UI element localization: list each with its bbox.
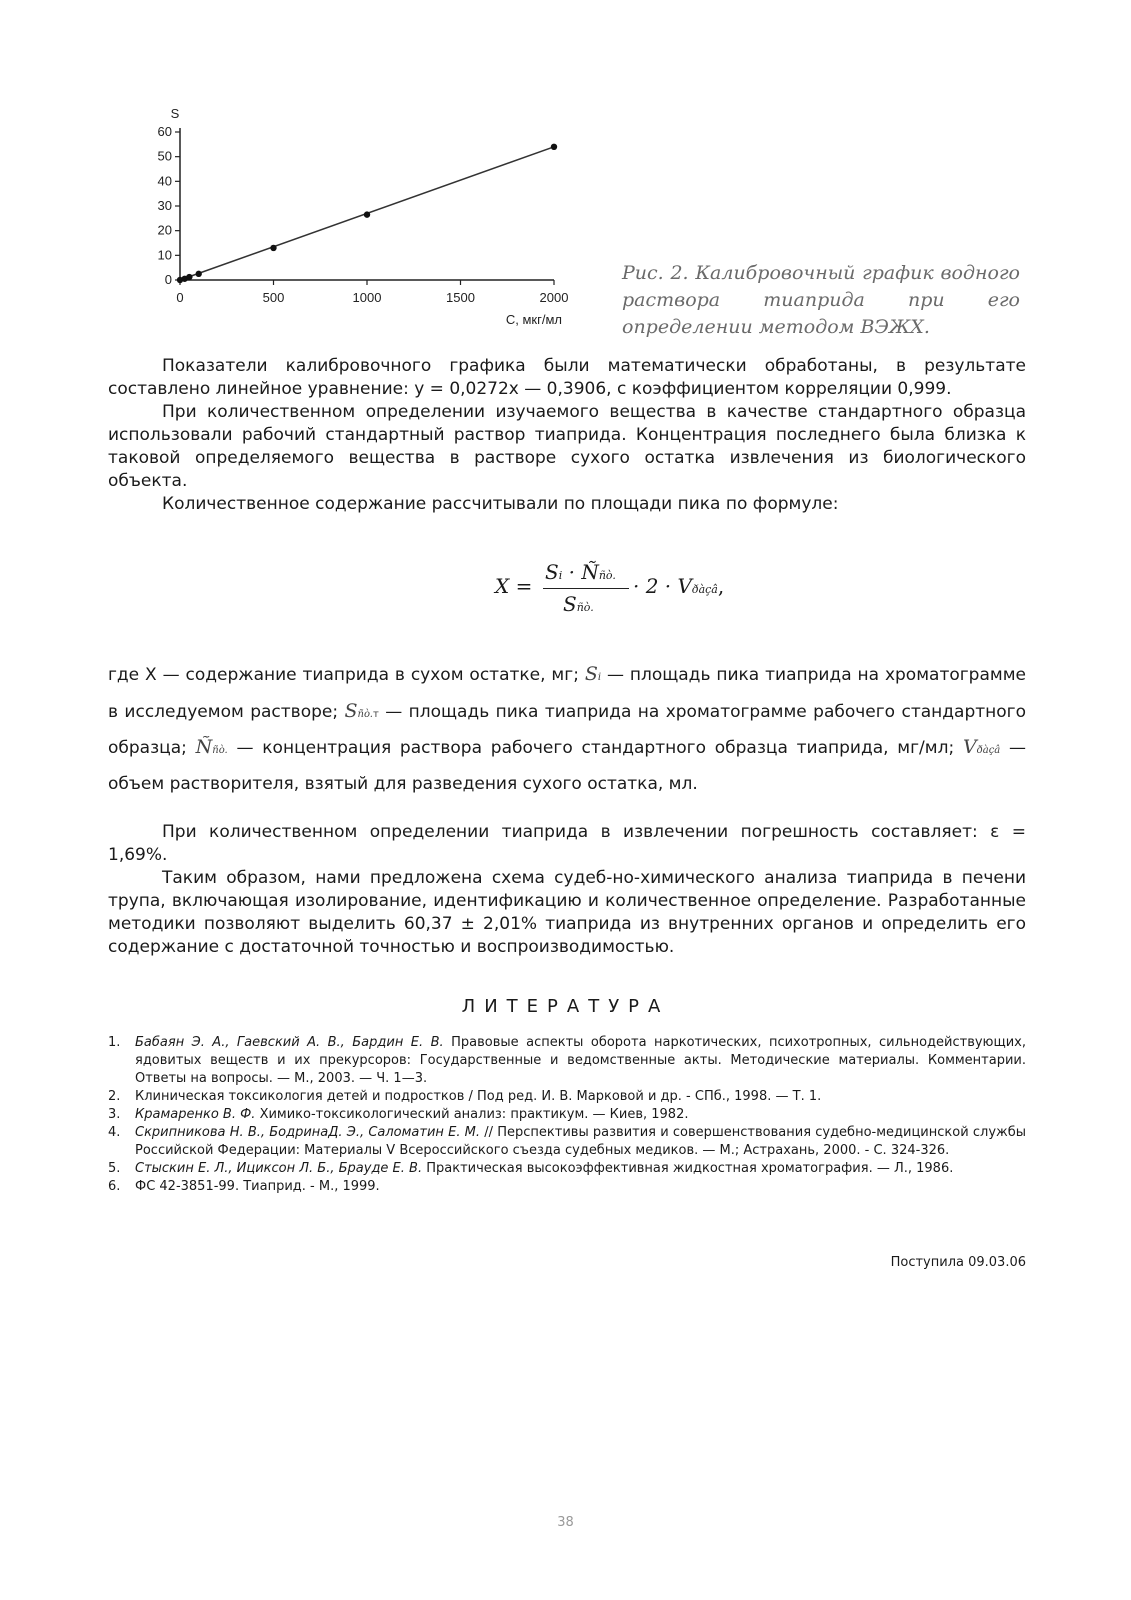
figure-caption [622, 260, 1020, 341]
reference-text: Клиническая токсикология детей и подростков / Под ред. И. В. Марковой и др. - СПб., 1998. — Т. 1. [135, 1089, 822, 1104]
data-point [364, 211, 370, 217]
x-tick-label: 0 [176, 290, 184, 305]
reference-item [108, 1178, 1026, 1196]
body-block-2 [108, 821, 1026, 959]
data-point [186, 274, 192, 280]
y-tick-label: 60 [157, 124, 172, 139]
x-tick-label: 1000 [352, 290, 382, 305]
symbol-s-st: Sñò.т [344, 699, 379, 722]
x-axis-label: C, мкг/мл [505, 312, 562, 327]
symbol-c-st: Ññò. [195, 736, 228, 758]
formula [495, 560, 735, 630]
reference-authors: Бабаян Э. А., Гаевский А. В., Бардин Е. В. [135, 1035, 444, 1050]
y-tick-label: 10 [157, 247, 172, 263]
calibration-chart [130, 100, 590, 335]
reference-authors: Стыскин Е. Л., Ициксон Л. Б., Брауде Е. В. [135, 1161, 423, 1176]
data-point [551, 144, 557, 150]
paragraph-error: При количественном определении тиаприда в извлечении погрешность составляет: ε = 1,69%. [108, 822, 1026, 865]
fraction-bar [543, 588, 629, 589]
y-tick-label: 30 [157, 198, 172, 213]
formula-denominator: Sñò. [563, 592, 594, 616]
where-paragraph: где X — содержание тиаприда в сухом остатке, мг; Si — площадь пика тиаприда на хроматограмме в исследуемом растворе; Sñò.т — площадь пика тиаприда на хроматограмме рабочего стандартного образца; Ññò. — концентрация раствора рабочего стандартного образца тиаприда, мг/мл; Vðàçâ — объем растворителя, взятый для разведения сухого остатка, мл. [108, 663, 1027, 794]
reference-text: ФС 42-3851-99. Тиаприд. - М., 1999. [135, 1179, 380, 1194]
reference-text: Практическая высокоэффективная жидкостная хроматография. — Л., 1986. [426, 1161, 954, 1176]
x-tick-label: 500 [262, 290, 285, 305]
y-axis-label: S [170, 106, 180, 121]
caption-line-1: Рис. 2. Калибровочный график водного [622, 262, 1020, 284]
chart-axes [180, 128, 554, 280]
formula-multiplier: · 2 · Vðàçâ, [633, 574, 725, 598]
data-point [196, 271, 202, 277]
reference-authors: Крамаренко В. Ф. [135, 1107, 256, 1122]
literature-heading: ЛИТЕРАТУРА [461, 996, 670, 1017]
x-axis-ticks [176, 280, 568, 305]
reference-list [108, 1034, 1026, 1196]
reference-number: 2. [108, 1089, 121, 1104]
reference-text: Химико-токсикологический анализ: практикум. — Киев, 1982. [259, 1107, 689, 1122]
caption-line-3: определении методом ВЭЖХ. [622, 316, 930, 338]
data-point [270, 245, 276, 251]
reference-number: 5. [108, 1161, 121, 1176]
x-tick-label: 1500 [446, 290, 475, 305]
paragraph-conclusion: Таким образом, нами предложена схема судеб-но-химического анализа тиаприда в печени трупа, включающая изолирование, идентификацию и количественное определение. Разработанные методики позволяют выделить 60,37 ± 2,01% тиаприда из внутренних органов и определить его содержание с достаточной точностью и воспроизводимостью. [108, 868, 1026, 957]
reference-item [108, 1124, 1026, 1160]
y-tick-label: 40 [157, 173, 172, 189]
y-tick-label: 50 [157, 148, 172, 164]
symbol-v-razv: Vðàçâ [962, 736, 1001, 758]
reference-number: 6. [108, 1179, 121, 1194]
reference-item [108, 1106, 1026, 1124]
paragraph-formula-intro: Количественное содержание рассчитывали по площади пика по формуле: [162, 494, 839, 514]
variable-definitions [108, 658, 1026, 801]
reference-authors: Скрипникова Н. В., БодринаД. Э., Саломатин Е. М. [135, 1125, 481, 1140]
body-block-1 [108, 355, 1026, 516]
reference-item [108, 1088, 1026, 1106]
reference-item [108, 1160, 1026, 1178]
reference-text: Правовые аспекты оборота наркотических, психотропных, сильнодействующих, ядовитых веществ и их прекурсоров: Государственные и ведомственные акты. Методические материалы. Комментарии. Ответы на вопросы. — М., 2003. — Ч. 1—3. [135, 1035, 1027, 1086]
formula-numerator: Si · Ññò. [545, 560, 616, 584]
paragraph-standard: При количественном определении изучаемого вещества в качестве стандартного образца использовали рабочий стандартный раствор тиаприда. Концентрация последнего была близка к таковой определяемого вещества в растворе сухого остатка извлечения из биологического объекта. [108, 402, 1026, 491]
reference-number: 3. [108, 1107, 121, 1122]
page-number: 38 [557, 1515, 574, 1530]
y-axis-ticks [158, 124, 180, 287]
formula-lhs: X = [495, 574, 533, 598]
received-date: Поступила 09.03.06 [890, 1255, 1026, 1270]
caption-line-2: раствора тиаприда при его [622, 289, 1020, 311]
symbol-s-i: Si [584, 663, 602, 685]
data-points [177, 144, 557, 284]
reference-item [108, 1034, 1026, 1088]
y-tick-label: 0 [164, 272, 172, 287]
x-tick-label: 2000 [539, 290, 569, 305]
paragraph-regression: Показатели калибровочного графика были математически обработаны, в результате составлено линейное уравнение: y = 0,0272x — 0,3906, с коэффициентом корреляции 0,999. [108, 356, 1026, 399]
y-tick-label: 20 [157, 222, 172, 238]
reference-number: 1. [108, 1035, 121, 1050]
reference-number: 4. [108, 1125, 121, 1140]
reference-text: // Перспективы развития и совершенствования судебно-медицинской службы Российской Федерации: Материалы V Всероссийского съезда судебных медиков. — М.; Астрахань, 2000. - С. 324-326. [135, 1125, 1027, 1158]
